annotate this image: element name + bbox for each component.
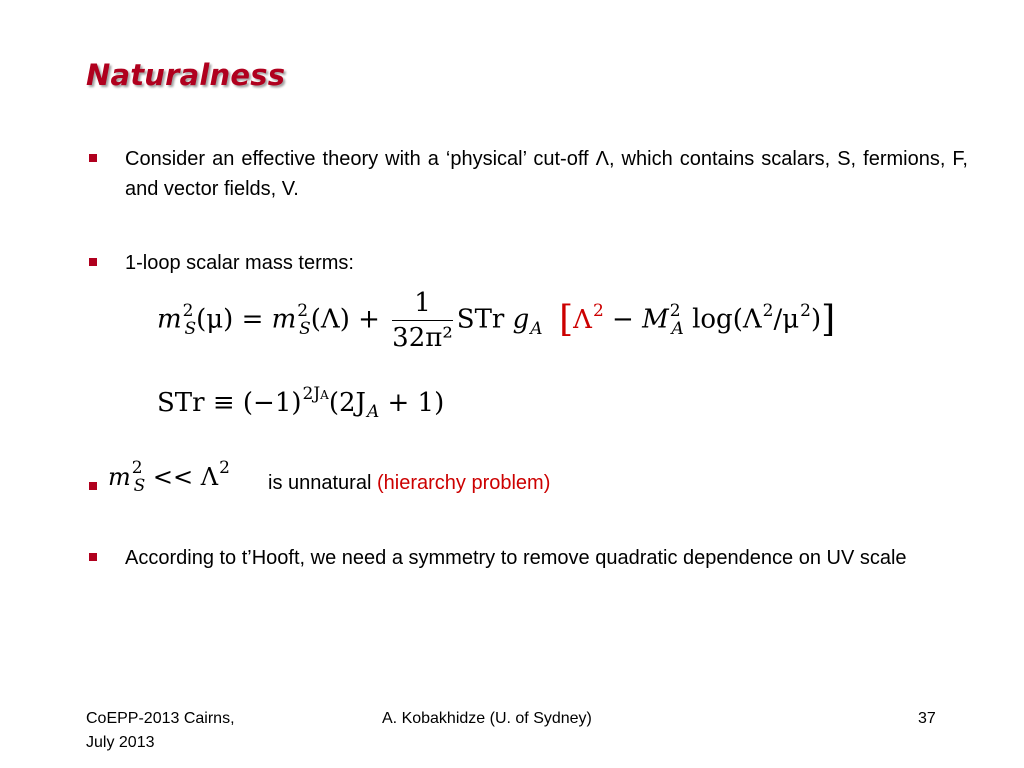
bullet-marker: [89, 482, 97, 490]
equation-unnatural: $m^2_S << \Lambda^2$: [108, 458, 230, 496]
equation-red-bracket: [$\Lambda^2$: [559, 298, 604, 340]
bullet-marker: [89, 154, 97, 162]
footer-conference-line1: CoEPP-2013 Cairns,: [86, 710, 235, 727]
page-number: 37: [918, 710, 936, 727]
slide-title: Naturalness: [86, 58, 286, 92]
footer-author: A. Kobakhidze (U. of Sydney): [382, 710, 592, 727]
equation-mass-running: $m^2_S(\mu) = m^2_S(\Lambda)$ + $\frac{1}{\text{32π²}}$ STr $g_A$ [$\Lambda^2 - M^2_A$ $\log(\Lambda^2/\mu^2)$]: [157, 288, 836, 353]
hierarchy-problem-label: (hierarchy problem): [376, 472, 551, 494]
equation-fraction: $\frac{1}{\text{32π²}}$: [392, 288, 453, 353]
bullet-marker: [89, 553, 97, 561]
bullet-text-2: 1-loop scalar mass terms:: [125, 252, 354, 274]
footer-conference-line2: July 2013: [86, 734, 155, 751]
bullet-text-3: [268, 472, 550, 495]
bullet-text-4: According to t’Hooft, we need a symmetry to remove quadratic dependence on UV scale: [125, 547, 907, 569]
bullet-text-1: Consider an effective theory with a ‘physical’ cut-off Λ, which contains scalars, S, fermions, F, and vector fields, V.: [125, 148, 968, 200]
equation-supertrace: STr ≡ $(-1)^{2JA}(2J_A + 1)$: [157, 384, 445, 422]
footer-conference: [86, 707, 235, 755]
unnatural-label: is unnatural: [268, 472, 372, 494]
bullet-marker: [89, 258, 97, 266]
